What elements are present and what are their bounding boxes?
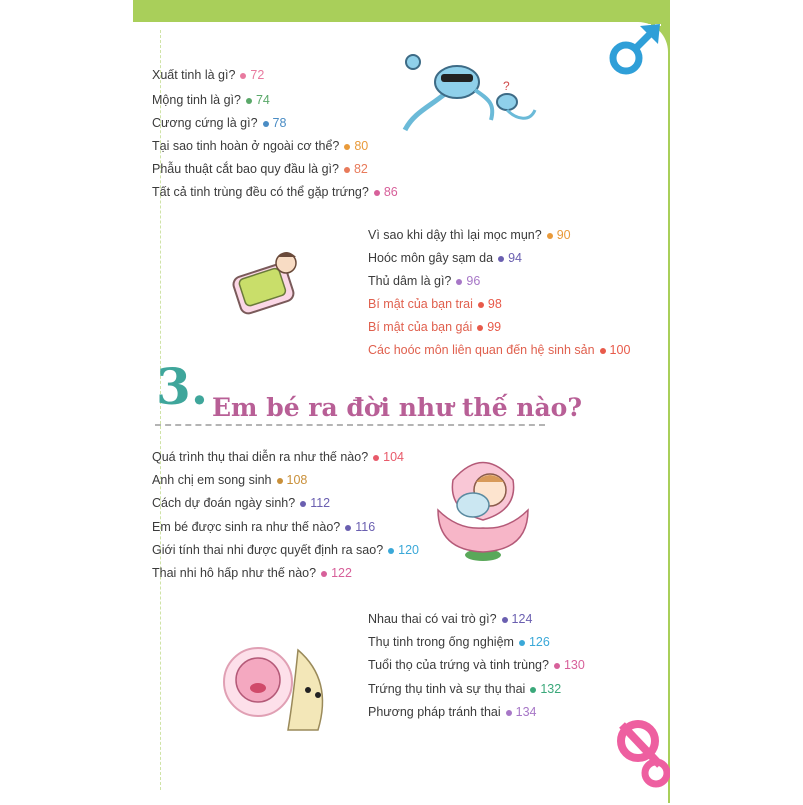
toc-item-page: 72 <box>250 68 265 82</box>
bullet-dot <box>530 687 536 693</box>
toc-item-page: 112 <box>310 496 331 510</box>
bullet-dot <box>600 348 606 354</box>
toc-item-page: 99 <box>487 320 502 334</box>
toc-item-title: Phương pháp tránh thai <box>368 705 501 719</box>
bullet-dot <box>344 144 350 150</box>
toc-item[interactable] <box>368 705 537 719</box>
toc-item-title: Cách dự đoán ngày sinh? <box>152 496 296 510</box>
chapter-divider <box>155 424 545 426</box>
toc-item-title: Thụ tinh trong ống nghiệm <box>368 635 514 649</box>
toc-item-page: 126 <box>528 635 550 649</box>
toc-item-page: 130 <box>563 658 585 672</box>
toc-item-page: 86 <box>383 185 398 199</box>
toc-item[interactable] <box>152 496 330 510</box>
toc-item-title: Quá trình thụ thai diễn ra như thế nào? <box>152 450 369 464</box>
toc-item-title: Cương cứng là gì? <box>152 116 258 130</box>
toc-item-title: Tất cả tinh trùng đều có thể gặp trứng? <box>152 185 369 199</box>
toc-item-title: Hoóc môn gây sạm da <box>368 251 494 265</box>
toc-item-title: Bí mật của bạn gái <box>368 320 473 334</box>
svg-text:?: ? <box>503 79 510 93</box>
baby-flower-illustration <box>428 450 538 565</box>
toc-item-page: 116 <box>355 520 376 534</box>
toc-item[interactable] <box>152 543 419 557</box>
toc-item[interactable] <box>152 185 398 199</box>
toc-item-title: Nhau thai có vai trò gì? <box>368 612 497 626</box>
toc-item-page: 104 <box>383 450 405 464</box>
bullet-dot <box>547 233 553 239</box>
toc-item-title: Phẫu thuật cắt bao quy đầu là gì? <box>152 162 339 176</box>
bullet-dot <box>388 548 394 554</box>
toc-item-page: 90 <box>556 228 571 242</box>
toc-item[interactable] <box>368 612 532 626</box>
female-symbol-icon <box>608 715 670 795</box>
toc-item-page: 74 <box>255 93 270 107</box>
toc-item-page: 96 <box>466 274 481 288</box>
bullet-dot <box>456 279 462 285</box>
bullet-dot <box>373 455 379 461</box>
toc-item-page: 134 <box>515 705 537 719</box>
bullet-dot <box>345 525 351 531</box>
toc-item-page: 98 <box>487 297 502 311</box>
bullet-dot <box>321 571 327 577</box>
bullet-dot <box>498 256 504 262</box>
toc-item[interactable] <box>152 566 352 580</box>
sleeping-boy-illustration <box>228 245 308 315</box>
toc-item[interactable] <box>152 450 404 464</box>
bullet-dot <box>344 167 350 173</box>
male-symbol-icon <box>604 20 664 80</box>
bullet-dot <box>263 121 269 127</box>
toc-item-title: Vì sao khi dậy thì lại mọc mụn? <box>368 228 542 242</box>
toc-item[interactable] <box>368 658 585 672</box>
chapter-title: Em bé ra đời như thế nào? <box>212 393 582 422</box>
toc-item-title: Mộng tinh là gì? <box>152 93 241 107</box>
toc-item-page: 132 <box>540 682 562 696</box>
bullet-dot <box>478 302 484 308</box>
bullet-dot <box>477 325 483 331</box>
toc-item-title: Tuổi thọ của trứng và tinh trùng? <box>368 658 549 672</box>
toc-item-title: Xuất tinh là gì? <box>152 68 236 82</box>
bullet-dot <box>300 501 306 507</box>
bullet-dot <box>506 710 512 716</box>
bullet-dot <box>502 617 508 623</box>
toc-item-page: 82 <box>353 162 368 176</box>
toc-item[interactable] <box>368 343 630 357</box>
toc-item[interactable] <box>368 251 522 265</box>
toc-item-page: 78 <box>272 116 287 130</box>
toc-item[interactable] <box>152 68 264 82</box>
toc-item[interactable] <box>152 93 270 107</box>
toc-item[interactable] <box>152 520 375 534</box>
sperm-illustration <box>395 50 545 140</box>
toc-item[interactable] <box>152 116 286 130</box>
toc-item-page: 108 <box>286 473 308 487</box>
toc-item-page: 122 <box>331 566 352 580</box>
toc-item-page: 94 <box>508 251 522 265</box>
toc-item[interactable] <box>152 139 368 153</box>
toc-item-page: 100 <box>609 343 631 357</box>
bullet-dot <box>277 478 283 484</box>
toc-item-title: Thai nhi hô hấp như thế nào? <box>152 566 317 580</box>
toc-item[interactable] <box>152 473 307 487</box>
toc-item-title: Các hoóc môn liên quan đến hệ sinh sản <box>368 343 595 357</box>
toc-item[interactable] <box>368 635 550 649</box>
toc-item[interactable] <box>368 228 571 242</box>
toc-item-title: Anh chị em song sinh <box>152 473 272 487</box>
toc-item-page: 120 <box>398 543 419 557</box>
egg-sperm-illustration <box>218 640 338 740</box>
bullet-dot <box>554 663 560 669</box>
toc-item-title: Tại sao tinh hoàn ở ngoài cơ thể? <box>152 139 340 153</box>
toc-item-title: Giới tính thai nhi được quyết định ra sao? <box>152 543 384 557</box>
toc-item-title: Trứng thụ tinh và sự thụ thai <box>368 682 526 696</box>
toc-item-page: 80 <box>354 139 369 153</box>
toc-item[interactable] <box>368 274 480 288</box>
toc-item[interactable] <box>368 297 502 311</box>
toc-item[interactable] <box>368 320 501 334</box>
bullet-dot <box>519 640 525 646</box>
bullet-dot <box>246 98 252 104</box>
toc-item[interactable] <box>152 162 368 176</box>
toc-item-title: Em bé được sinh ra như thế nào? <box>152 520 341 534</box>
bullet-dot <box>374 190 380 196</box>
bullet-dot <box>240 73 246 79</box>
toc-item-title: Bí mật của bạn trai <box>368 297 473 311</box>
toc-item[interactable] <box>368 682 561 696</box>
chapter-number: 3. <box>156 357 209 416</box>
toc-item-title: Thủ dâm là gì? <box>368 274 452 288</box>
toc-item-page: 124 <box>511 612 533 626</box>
